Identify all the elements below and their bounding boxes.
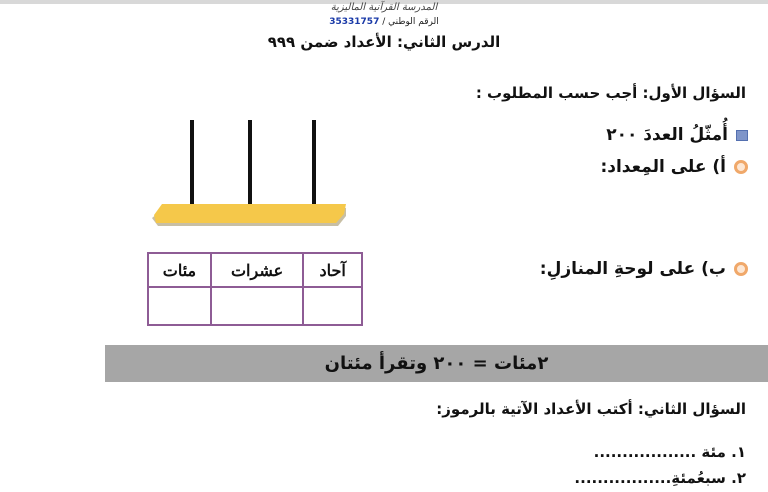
cell-ones[interactable] [303, 287, 362, 325]
abacus-rod-tens [248, 120, 252, 216]
school-name: المدرسة القرآنية الماليزية [330, 2, 438, 13]
cell-hundreds[interactable] [148, 287, 211, 325]
part-a-abacus [600, 157, 748, 177]
task-text: أُمثّلُ العددَ ٢٠٠ [606, 125, 728, 145]
part-a-label: أ) على المِعداد: [600, 157, 726, 177]
abacus-image [152, 120, 352, 232]
lesson-title: الدرس الثاني: الأعداد ضمن ٩٩٩ [267, 33, 501, 51]
question-2-item-1[interactable]: ١. مئة .................. [593, 443, 746, 461]
place-value-table [147, 252, 363, 326]
question-1-title: السؤال الأول: أجب حسب المطلوب : [475, 84, 746, 102]
part-b-place-value [540, 259, 748, 279]
header-ones: آحاد [303, 253, 362, 287]
part-b-label: ب) على لوحةِ المنازلِ: [539, 259, 726, 279]
header-tens: عشرات [211, 253, 303, 287]
header-hundreds: مئات [148, 253, 211, 287]
question-2-item-2[interactable]: ٢. سبعُمئةِ................. [574, 469, 746, 487]
abacus-base [154, 204, 346, 223]
answer-banner: ٢مئات = ٢٠٠ وتقرأ مئتان [105, 345, 768, 382]
id-label: الرقم الوطني / [382, 17, 439, 27]
id-number: 35331757 [329, 17, 380, 27]
circle-bullet-icon [734, 160, 748, 174]
square-bullet-icon [736, 130, 748, 141]
cell-tens[interactable] [211, 287, 303, 325]
circle-bullet-icon [734, 262, 748, 276]
abacus-rod-hundreds [190, 120, 194, 216]
question-2-title: السؤال الثاني: أكتب الأعداد الآتية بالرموز: [436, 400, 746, 418]
task-represent-number [606, 125, 748, 145]
abacus-rod-ones [312, 120, 316, 216]
national-id-line [0, 17, 768, 27]
